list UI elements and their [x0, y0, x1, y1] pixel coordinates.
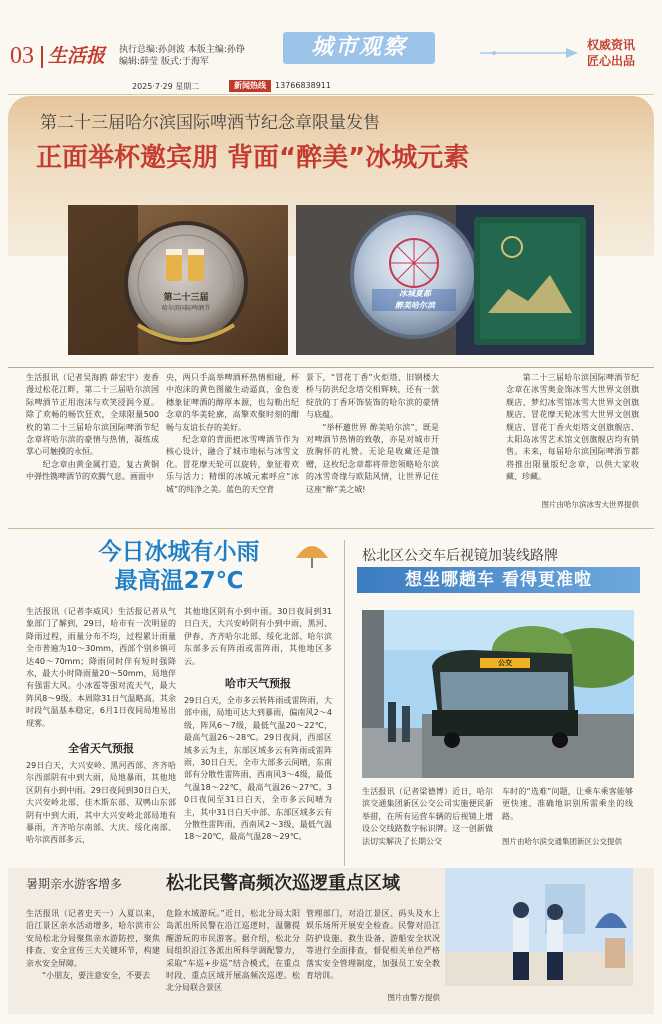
- arrow-decoration-icon: [480, 46, 580, 60]
- medal-back-text: 冰城夏都: [399, 289, 431, 298]
- bus-article-col1: 生活报讯（记者梁德博）近日，哈尔滨交通集团新区公交公司实施便民新举措，在所有运营车辆的后视镜上增设公交线路数字标识牌。这一创新做法切实解决了长期公交: [362, 787, 493, 846]
- medal-subheading: 第二十三届哈尔滨国际啤酒节纪念章限量发售: [40, 113, 380, 133]
- medal-front-subtext: 哈尔滨国际啤酒节: [161, 305, 210, 312]
- weather-col2-city: 29日白天，全市多云转阵雨或雷阵雨，大部中雨，局地可达大到暴雨，偏南风2～4级，阵风6～7级，最低气温20～22℃，最高气温26～28℃。29日夜间，西部区域多云为主，东部区域多云有阵雨或雷阵雨，30日白天，全市大部多云间晴，东南部有分散性雷阵雨，西南风3～4级，最低气温18～22℃，最高气温26～27℃。30日夜间至31日白天，全市多云间晴为主，其中31日白天中部、东部区域多云有分散性雷阵雨，西南风2～3级，最低气温18～20℃，最高气温28～29℃。: [184, 696, 332, 842]
- medal-article-col3: 景下，“冒花丁香”火炬塔、旧钢楼大桥与防洪纪念塔交相辉映，还有一款绽放的丁香环饰装饰的哈尔滨的豪情与底蕴。 “举杯邀世界 醉美哈尔滨”，既是对啤酒节热情的致敬，亦是对城市开放胸怀的礼赞。无论是收藏还是馈赠，这枚纪念章都将带您领略哈尔滨的冰雪奇缘与欧陆风情，让世界记住这座“醉”美之城!: [306, 373, 439, 494]
- umbrella-icon: [292, 540, 332, 570]
- police-photo-caption: 图片由警方提供: [387, 993, 440, 1002]
- bus-image: [362, 610, 634, 778]
- weather-col2-continued: 其他地区阴有小到中雨。30日夜间到31日白天，大兴安岭阴有小到中雨，黑河、伊春、齐齐哈尔北部、绥化北部、哈尔滨东部多云有阵雨或雷阵雨，其他地区多云。: [184, 607, 332, 666]
- hotline-badge: 新闻热线: [229, 80, 271, 92]
- weather-subhead-city: 哈市天气预报: [225, 677, 291, 690]
- page-number: 03: [10, 43, 34, 69]
- medal-front-text: 第二十三届: [163, 293, 209, 303]
- medal-article-col4: 第二十三届哈尔滨国际啤酒节纪念章在冰雪奥金饰冰雪大世界文创旗舰店、梦幻冰雪馆冰雪大世界文创旗舰店、冒花摩天轮冰雪大世界文创旗舰店、冒花丁香火炬塔文创旗舰店、太阳岛冰雪艺术馆文创旗舰店均有销售。未来，每届哈尔滨国际啤酒节都将推出限量版纪念章，以供大家收藏、珍藏。: [506, 373, 639, 482]
- bus-photo-caption: 图片由哈尔滨交通集团新区公交提供: [502, 837, 622, 846]
- police-image: [445, 868, 633, 986]
- paper-name: 生活报: [48, 45, 106, 67]
- medal-back-photo: [296, 205, 594, 355]
- weather-col1-intro: 生活报讯（记者李威风）生活报记者从气象部门了解到，29日，哈市有一次明显的降雨过程，雨量分布不均，过程累计雨量全市普遍为10～30mm，西部个别乡镇可达40～70mm；降雨同时伴有短时强降水，最大小时降雨量20～50mm，局地伴有强雷大风。小冰雹等强对流天气，最大阵风8～9级。本周除31日气温略高，其余时段气温基本稳定，6月1日夜间局地易出现雾。: [26, 607, 176, 728]
- weather-headline-line1: 今日冰城有小雨: [98, 539, 260, 565]
- police-headline: 松北民警高频次巡逻重点区域: [166, 873, 400, 894]
- medal-back-subtext: 醉美哈尔滨: [395, 301, 435, 310]
- slogan-line-2: 匠心出品: [587, 54, 636, 68]
- section-title: 城市观察: [283, 32, 435, 64]
- section-divider-1: [8, 528, 654, 529]
- police-photo: [445, 868, 633, 986]
- bus-headline: 想坐哪趟车 看得更准啦: [405, 570, 592, 590]
- medal-front-photo: [68, 205, 288, 355]
- weather-headline-line2: 最高温27℃: [114, 568, 244, 594]
- photo-divider: [8, 367, 654, 368]
- bus-article-col2: 车时的“选难”问题，让乘车乘客能够更快速、准确地识别所需乘坐的线路。: [502, 787, 633, 821]
- medal-headline: 正面举杯邀宾朋 背面“醉美”冰城元素: [36, 143, 470, 173]
- police-article-col3: 管理部门，对沿江景区、码头及水上娱乐场所开展安全检查。民警对沿江防护设施、救生设备、游船安全状况等进行全面排查，督促相关单位严格落实安全管理制度，加强员工安全教育培训。: [306, 909, 440, 981]
- medal-front-image: [68, 205, 288, 355]
- medal-article-col1: 生活报讯（记者吴海鸥 薛宏宇）麦香漫过松花江畔，第二十三届哈尔滨国际啤酒节正用泡沫与欢笑浸润今夏。除了欢畅的畅饮狂欢，全球限量500枚的第二十三届哈尔滨国际啤酒节纪念章将哈尔滨的豪情与热情，凝练成掌心可触摸的永恒。 纪念章由黄金属打造，复古黄铜中弹性镌啤酒节的欢腾气息。画面中: [26, 373, 159, 482]
- police-article-col1: 生活报讯（记者史天一）入夏以来，沿江景区亲水活动增多，哈尔滨市公安局松北分局聚焦亲水游防控，聚焦排查、安全宣传三大关键环节，构建亲水安全屏障。 “小朋友，要注意安全，不要去: [26, 909, 160, 981]
- header-rule: [8, 94, 654, 95]
- bus-subheading: 松北区公交车后视镜加装线路牌: [362, 548, 558, 564]
- staff-line-1: 执行总编:孙剑波 本版主编:孙铮: [119, 45, 245, 55]
- bus-sign: 公交: [498, 659, 512, 667]
- hotline-number: 13766838911: [275, 81, 331, 90]
- medal-back-image: [296, 205, 594, 355]
- issue-date: 2025·7·29 星期二: [132, 82, 200, 91]
- medal-photo-caption: 图片由哈尔滨冰雪大世界提供: [541, 500, 639, 509]
- bus-photo: [362, 610, 634, 778]
- police-article-col2: 危险水域游玩。”近日，松北分局太阳岛派出所民警在沿江巡逻时，温馨提醒游玩的市民游客。据介绍，松北分局组织沿江各派出所科学调配警力，采取“车巡+步巡”结合模式，在重点时段、重点区域开展高频次巡逻。松北分局联合景区: [166, 909, 300, 992]
- staff-line-2: 编辑:薛莹 版式:于海军: [119, 57, 209, 67]
- column-divider: [344, 540, 345, 866]
- header-divider: [41, 46, 43, 68]
- slogan-line-1: 权威资讯: [587, 38, 636, 52]
- weather-subhead-province: 全省天气预报: [68, 742, 134, 755]
- police-subheading: 暑期亲水游客增多: [26, 877, 123, 891]
- weather-col1-province: 29日白天，大兴安岭、黑河西部、齐齐哈尔西部阴有中到大雨，局地暴雨，其他地区阴有小到中雨。29日夜间到30日白天，大兴安岭北部、佳木斯东部、双鸭山东部阴有中到大雨，其中大兴安岭北部局地有暴雨，齐齐哈尔南部、大庆、绥化南部、哈尔滨西部多云，: [26, 761, 176, 845]
- medal-article-col2: 央，两只手高举啤酒杯热情相碰，杯中泡沫的黄色图徽生动逼真，金色麦穗象征啤酒的醇厚本源，也勾勒出纪念章的华美轮廓，高擎欢聚时刻的酣畅与友谊长存的美好。 纪念章的背面把冰雪啤酒节作为核心设计，融合了城市地标与冰雪文化。冒花摩天轮可以旋转，象征着欢乐与活力；精细的冰城元素呼应“冰城”的纯净之美。蓝色的天空背: [166, 373, 299, 494]
